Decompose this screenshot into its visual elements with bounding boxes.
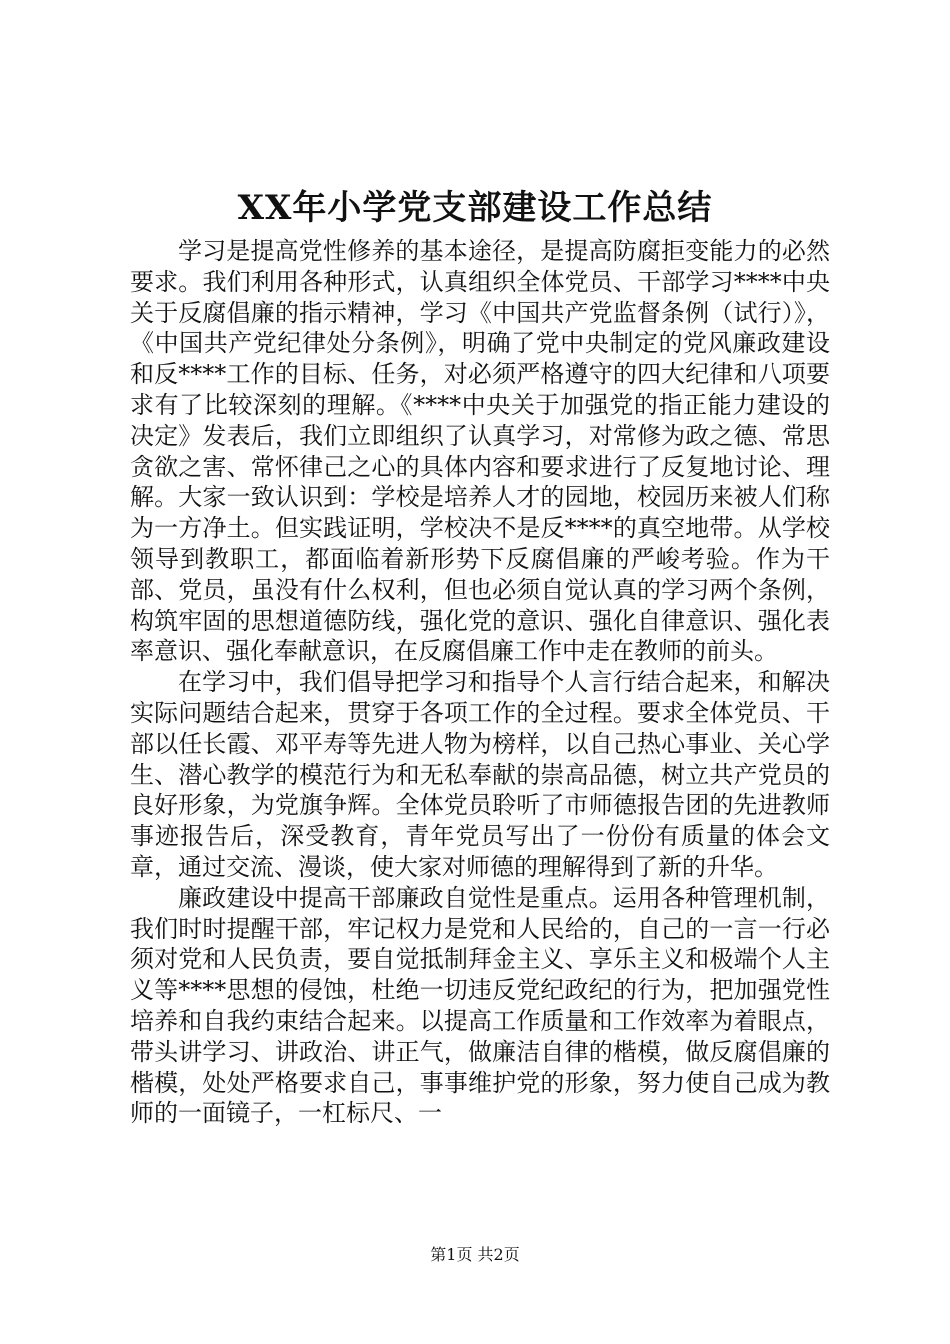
page-number-footer: 第1页 共2页 [430,1245,520,1264]
paragraph: 廉政建设中提高干部廉政自觉性是重点。运用各种管理机制，我们时时提醒干部，牢记权力是党和人民给的，自己的一言一行必须对党和人民负责，要自觉抵制拜金主义、享乐主义和极端个人主义等****思想的侵蚀，杜绝一切违反党纪政纪的行为，把加强党性培养和自我约束结合起来。以提高工作质量和工作效率为着眼点，带头讲学习、讲政治、讲正气，做廉洁自律的楷模，做反腐倡廉的楷模，处处严格要求自己，事事维护党的形象，努力使自己成为教师的一面镜子，一杠标尺、一 [130,883,830,1128]
paragraph: 在学习中，我们倡导把学习和指导个人言行结合起来，和解决实际问题结合起来，贯穿于各项工作的全过程。要求全体党员、干部以任长霞、邓平寿等先进人物为榜样，以自己热心事业、关心学生、潜心教学的模范行为和无私奉献的崇高品德，树立共产党员的良好形象，为党旗争辉。全体党员聆听了市师德报告团的先进教师事迹报告后，深受教育，青年党员写出了一份份有质量的体会文章，通过交流、漫谈，使大家对师德的理解得到了新的升华。 [130,668,830,881]
paragraph: 学习是提高党性修养的基本途径，是提高防腐拒变能力的必然要求。我们利用各种形式，认真组织全体党员、干部学习****中央关于反腐倡廉的指示精神，学习《中国共产党监督条例（试行）》，《中国共产党纪律处分条例》，明确了党中央制定的党风廉政建设和反****工作的目标、任务，对必须严格遵守的四大纪律和八项要求有了比较深刻的理解。《****中央关于加强党的指正能力建设的决定》发表后，我们立即组织了认真学习，对常修为政之德、常思贪欲之害、常怀律己之心的具体内容和要求进行了反复地讨论、理解。大家一致认识到：学校是培养人才的园地，校园历来被人们称为一方净土。但实践证明，学校决不是反****的真空地带。从学校领导到教职工，都面临着新形势下反腐倡廉的严峻考验。作为干部、党员，虽没有什么权利，但也必须自觉认真的学习两个条例，构筑牢固的思想道德防线，强化党的意识、强化自律意识、强化表率意识、强化奉献意识，在反腐倡廉工作中走在教师的前头。 [130,237,830,666]
document-body [130,236,830,1129]
document-title: XX年小学党支部建设工作总结 [237,188,713,228]
